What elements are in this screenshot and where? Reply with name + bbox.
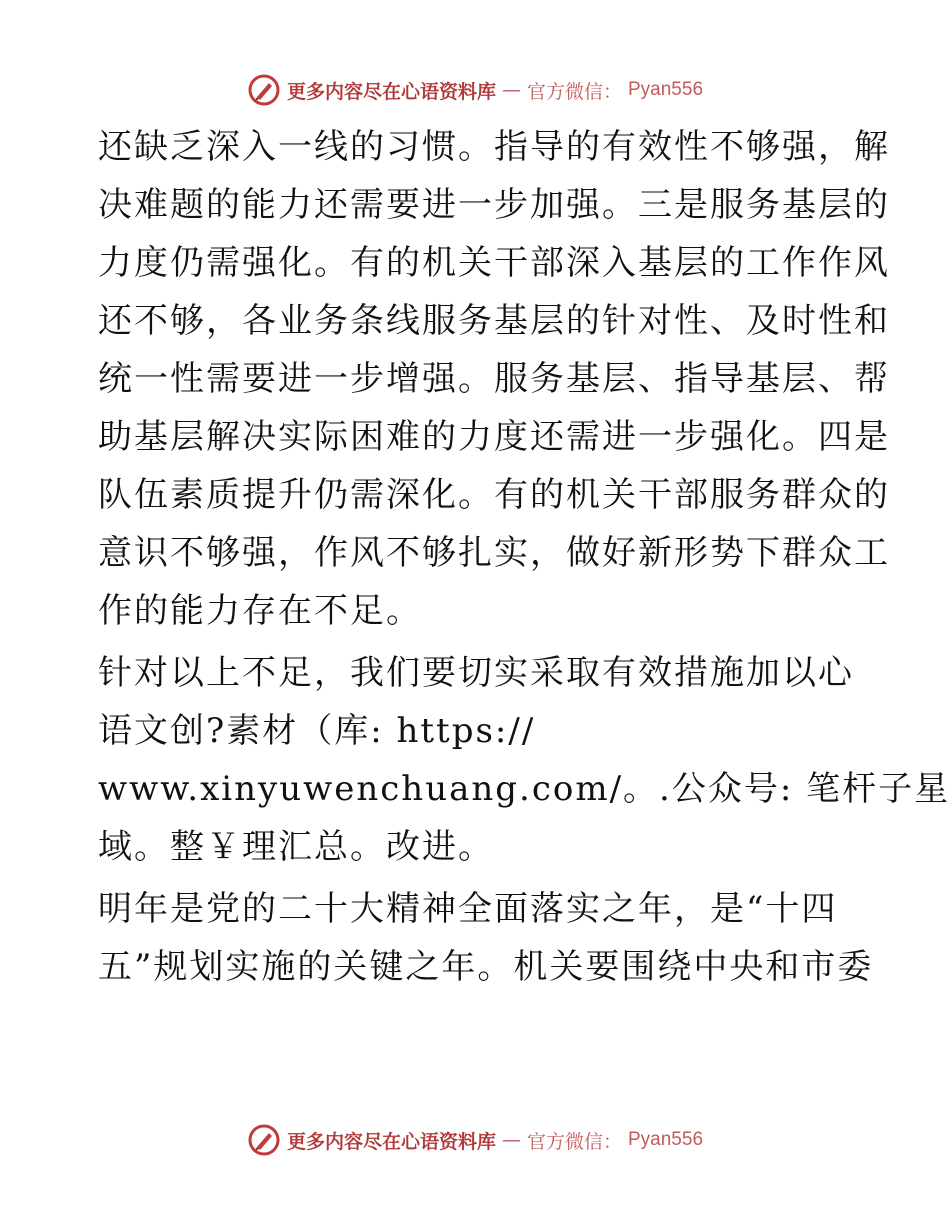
banner-wechat-id: Pyan556 <box>628 79 704 100</box>
pen-logo-icon <box>247 73 281 107</box>
text-line: 五”规划实施的关键之年。机关要围绕中央和市委 <box>98 947 874 987</box>
banner-wechat-label: 官方微信： <box>526 1130 622 1153</box>
text-line: 语文创?素材（库: https:// <box>98 711 536 751</box>
text-line: 统一性需要进一步增强。服务基层、指导基层、帮 <box>98 359 890 399</box>
pen-logo-icon <box>247 1123 281 1157</box>
banner-text: 更多内容尽在心语资料库 <box>286 1130 496 1153</box>
text-line: 队伍素质提升仍需深化。有的机关干部服务群众的 <box>98 475 890 515</box>
paragraph-2 <box>98 644 950 876</box>
document-body <box>98 118 950 996</box>
text-line: 力度仍需强化。有的机关干部深入基层的工作作风 <box>98 243 890 283</box>
banner-dash: — <box>501 79 521 101</box>
text-line: 意识不够强，作风不够扎实，做好新形势下群众工 <box>98 533 890 573</box>
text-line: 针对以上不足，我们要切实采取有效措施加以心 <box>98 653 854 693</box>
text-line: 还不够，各业务条线服务基层的针对性、及时性和 <box>98 301 890 341</box>
header-banner <box>0 70 950 110</box>
banner-wechat-label: 官方微信： <box>526 80 622 103</box>
text-line: 作的能力存在不足。 <box>98 591 422 631</box>
text-line: 域。整￥理汇总。改进。 <box>98 827 494 867</box>
text-line: www.xinyuwenchuang.com/。.公众号: 笔杆子星 <box>98 769 950 809</box>
text-line: 助基层解决实际困难的力度还需进一步强化。四是 <box>98 417 890 457</box>
banner-wechat-id: Pyan556 <box>628 1129 704 1150</box>
banner-text: 更多内容尽在心语资料库 <box>286 80 496 103</box>
banner-dash: — <box>501 1129 521 1151</box>
text-line: 决难题的能力还需要进一步加强。三是服务基层的 <box>98 185 890 225</box>
footer-banner <box>0 1120 950 1160</box>
text-line: 还缺乏深入一线的习惯。指导的有效性不够强，解 <box>98 127 890 167</box>
paragraph-3 <box>98 880 874 996</box>
paragraph-1 <box>98 118 890 640</box>
text-line: 明年是党的二十大精神全面落实之年，是“十四 <box>98 889 838 929</box>
